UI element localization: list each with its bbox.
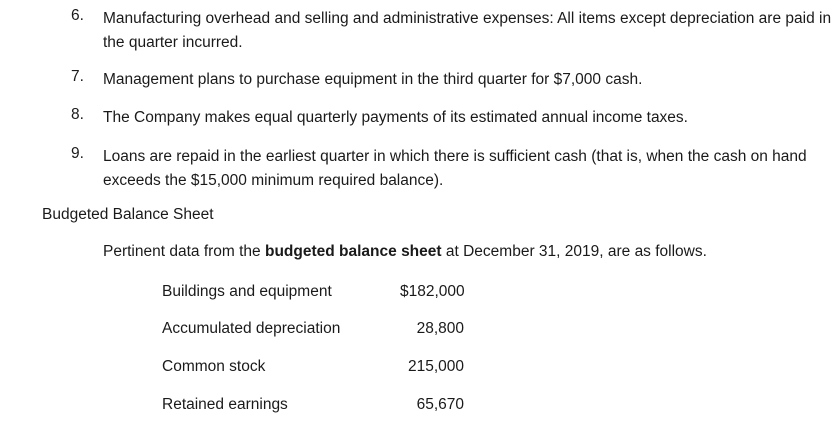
row-value: 65,670 <box>416 396 464 413</box>
list-item-text: Manufacturing overhead and selling and administrative expenses: All items except depreciation are paid in the quarter incurred. <box>103 10 832 51</box>
intro-text-bold: budgeted balance sheet <box>264 243 442 260</box>
table-row <box>0 396 838 418</box>
row-label: Common stock <box>162 358 266 375</box>
list-item-number: 6. <box>71 7 84 24</box>
list-item-number: 7. <box>71 68 84 85</box>
table-row <box>0 283 838 305</box>
section-intro <box>103 243 707 261</box>
list-item-number: 8. <box>71 106 84 123</box>
list-item-text: Loans are repaid in the earliest quarter in which there is sufficient cash (that is, when the cash on hand exceeds the $15,000 minimum required balance). <box>103 148 807 189</box>
row-label: Accumulated depreciation <box>162 320 341 337</box>
section-title: Budgeted Balance Sheet <box>42 206 214 223</box>
list-item-text: Management plans to purchase equipment in the third quarter for $7,000 cash. <box>103 71 643 88</box>
list-item-number: 9. <box>71 145 84 162</box>
table-row <box>0 320 838 342</box>
table-row <box>0 358 838 380</box>
row-value: $182,000 <box>400 283 465 300</box>
row-value: 215,000 <box>407 358 464 375</box>
intro-text-after: at December 31, 2019, are as follows. <box>441 243 707 260</box>
intro-text-before: Pertinent data from the <box>103 243 265 260</box>
list-item-text: The Company makes equal quarterly payments of its estimated annual income taxes. <box>103 109 688 126</box>
row-value: 28,800 <box>416 320 464 337</box>
row-label: Buildings and equipment <box>162 283 332 300</box>
row-label: Retained earnings <box>162 396 288 413</box>
